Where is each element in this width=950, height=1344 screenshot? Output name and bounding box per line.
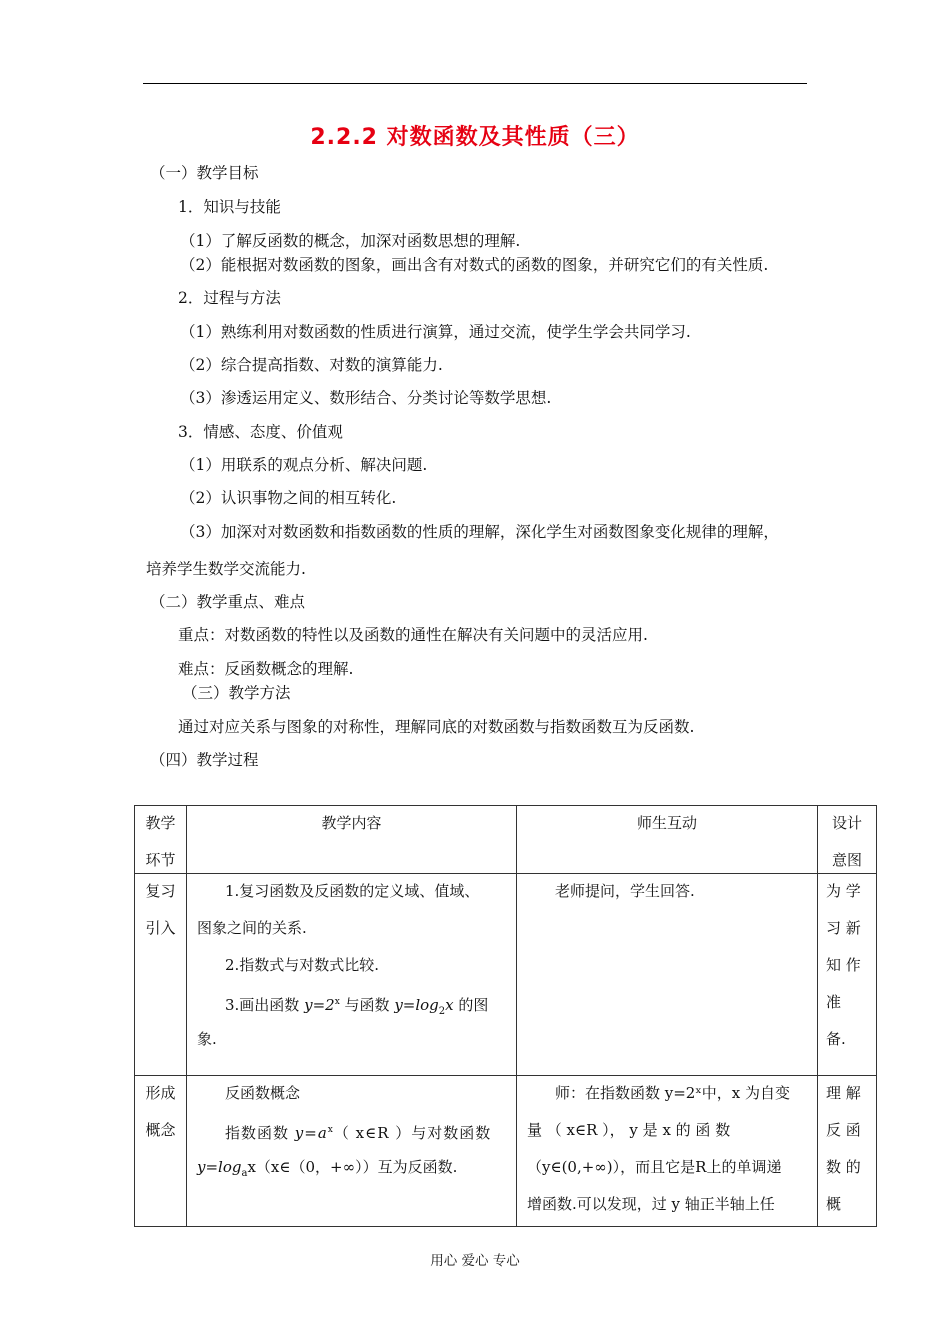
header-intent: 设计 意图 xyxy=(818,806,877,874)
header-rule xyxy=(143,83,807,84)
objective-item: （2）认识事物之间的相互转化. xyxy=(180,489,397,507)
objective-item: （2）能根据对数函数的图象，画出含有对数式的函数的图象，并研究它们的有关性质. xyxy=(180,256,769,274)
objective-item-cont: 培养学生数学交流能力. xyxy=(146,560,306,578)
difficult-point: 难点：反函数概念的理解. xyxy=(178,660,354,678)
objective-item: （1）了解反函数的概念，加深对函数思想的理解. xyxy=(180,232,521,250)
section-heading-objectives: （一）教学目标 xyxy=(150,164,259,182)
interaction-cell: 师：在指数函数 y=2ˣ中，x 为自变 量 （ x∈R ）， y 是 x 的 函 数 （y∈(0,+∞)），而且它是R上的单调递 增函数.可以发现，过 y 轴正半轴上任 xyxy=(517,1076,818,1227)
table-row xyxy=(135,1076,877,1227)
method-text: 通过对应关系与图象的对称性，理解同底的对数函数与指数函数互为反函数. xyxy=(178,718,695,736)
header-stage: 教学 环节 xyxy=(135,806,187,874)
section-heading-process: （四）教学过程 xyxy=(150,751,259,769)
subheading-process: 2．过程与方法 xyxy=(178,289,281,307)
header-content: 教学内容 xyxy=(187,806,517,874)
objective-item: （3）加深对对数函数和指数函数的性质的理解，深化学生对函数图象变化规律的理解， xyxy=(180,523,779,541)
table-row xyxy=(135,874,877,1076)
teaching-process-table xyxy=(134,805,877,1227)
section-heading-method: （三）教学方法 xyxy=(182,684,291,702)
header-interaction: 师生互动 xyxy=(517,806,818,874)
content-cell: 反函数概念 指数函数 $y=a^x$（ x∈R ）与对数函数 $y=\log_ax(x\in(0$，+∞））互为反函数. xyxy=(187,1076,517,1227)
intent-cell: 为 学 习 新 知 作 准 备. xyxy=(818,874,877,1076)
objective-item: （3）渗透运用定义、数形结合、分类讨论等数学思想. xyxy=(180,389,552,407)
objective-item: （1）用联系的观点分析、解决问题. xyxy=(180,456,428,474)
table-header-row xyxy=(135,806,877,874)
stage-cell: 形成 概念 xyxy=(135,1076,187,1227)
interaction-cell: 老师提问，学生回答. xyxy=(517,874,818,1076)
page-title: 2.2.2 对数函数及其性质（三） xyxy=(310,125,640,150)
stage-cell: 复习 引入 xyxy=(135,874,187,1076)
page-footer: 用心 爱心 专心 xyxy=(430,1253,520,1269)
subheading-attitude: 3．情感、态度、价值观 xyxy=(178,423,343,441)
section-heading-keypoints: （二）教学重点、难点 xyxy=(150,593,306,611)
objective-item: （1）熟练利用对数函数的性质进行演算，通过交流，使学生学会共同学习. xyxy=(180,323,691,341)
intent-cell: 理 解 反 函 数 的 概 xyxy=(818,1076,877,1227)
subheading-knowledge: 1．知识与技能 xyxy=(178,198,281,216)
formula-line: 3.画出函数 $y=2^x$ 与函数 $y=\log_2x$ 的图 xyxy=(225,996,489,1017)
key-point: 重点：对数函数的特性以及函数的通性在解决有关问题中的灵活应用. xyxy=(178,626,648,644)
formula-line: 指数函数 $y=a^x$（ x∈R ）与对数函数 xyxy=(225,1124,492,1142)
content-cell: 1.复习函数及反函数的定义域、值域、 图象之间的关系. 2.指数式与对数式比较. 3.画出函数 $y=2^x$ 与函数 $y=\log_2x$ 的图 象. xyxy=(187,874,517,1076)
formula-line: $y=\log_ax(x\in(0$，+∞））互为反函数. xyxy=(197,1158,458,1179)
objective-item: （2）综合提高指数、对数的演算能力. xyxy=(180,356,443,374)
